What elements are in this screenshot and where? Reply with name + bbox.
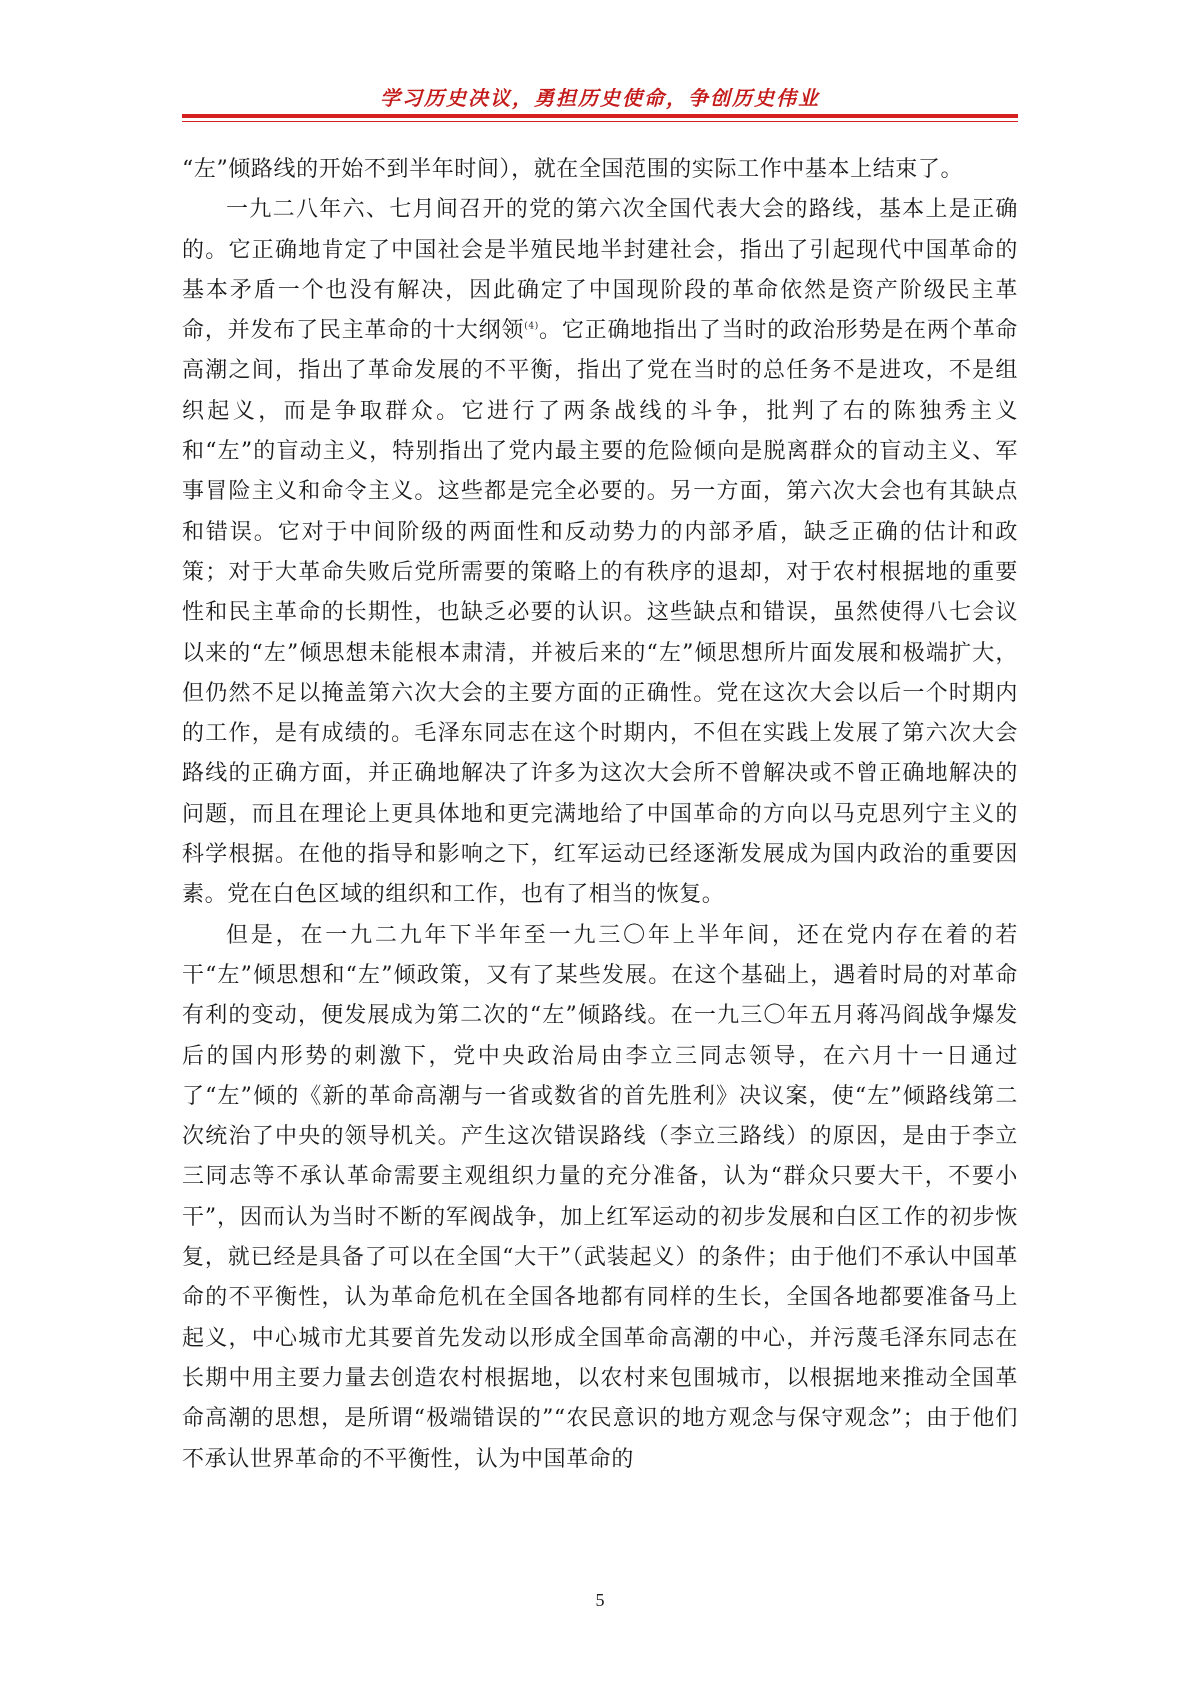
paragraph-2-text-a: 一九二八年六、七月间召开的党的第六次全国代表大会的路线，基本上是正确的。它正确地肯定了中国社会是半殖民地半封建社会，指出了引起现代中国革命的基本矛盾一个也没有解决，因此确定了中国现阶段的革命依然是资产阶级民主革命，并发布了民主革命的十大纲领 — [182, 197, 1018, 344]
page-header-title: 学习历史决议，勇担历史使命，争创历史伟业 — [380, 86, 820, 110]
paragraph-2-text-b: 。它正确地指出了当时的政治形势是在两个革命高潮之间，指出了革命发展的不平衡，指出了党在当时的总任务不是进攻，不是组织起义，而是争取群众。它进行了两条战线的斗争，批判了右的陈独秀主义和“左”的盲动主义，特别指出了党内最主要的危险倾向是脱离群众的盲动主义、军事冒险主义和命令主义。这些都是完全必要的。另一方面，第六次大会也有其缺点和错误。它对于中间阶级的两面性和反动势力的内部矛盾，缺乏正确的估计和政策；对于大革命失败后党所需要的策略上的有秩序的退却，对于农村根据地的重要性和民主革命的长期性，也缺乏必要的认识。这些缺点和错误，虽然使得八七会议以来的“左”倾思想未能根本肃清，并被后来的“左”倾思想所片面发展和极端扩大，但仍然不足以掩盖第六次大会的主要方面的正确性。党在这次大会以后一个时期内的工作，是有成绩的。毛泽东同志在这个时期内，不但在实践上发展了第六次大会路线的正确方面，并正确地解决了许多为这次大会所不曾解决或不曾正确地解决的问题，而且在理论上更具体地和更完满地给了中国革命的方向以马克思列宁主义的科学根据。在他的指导和影响之下，红军运动已经逐渐发展成为国内政治的重要因素。党在白色区域的组织和工作，也有了相当的恢复。 — [182, 318, 1018, 908]
paragraph-2 — [182, 190, 1018, 915]
body-text — [182, 150, 1018, 1480]
paragraph-3: 但是，在一九二九年下半年至一九三〇年上半年间，还在党内存在着的若干“左”倾思想和“左”倾政策，又有了某些发展。在这个基础上，遇着时局的对革命有利的变动，便发展成为第二次的“左”倾路线。在一九三〇年五月蒋冯阎战争爆发后的国内形势的刺激下，党中央政治局由李立三同志领导，在六月十一日通过了“左”倾的《新的革命高潮与一省或数省的首先胜利》决议案，使“左”倾路线第二次统治了中央的领导机关。产生这次错误路线（李立三路线）的原因，是由于李立三同志等不承认革命需要主观组织力量的充分准备，认为“群众只要大干，不要小干”，因而认为当时不断的军阀战争，加上红军运动的初步发展和白区工作的初步恢复，就已经是具备了可以在全国“大干”（武装起义）的条件；由于他们不承认中国革命的不平衡性，认为革命危机在全国各地都有同样的生长，全国各地都要准备马上起义，中心城市尤其要首先发动以形成全国革命高潮的中心，并污蔑毛泽东同志在长期中用主要力量去创造农村根据地，以农村来包围城市，以根据地来推动全国革命高潮的思想，是所谓“极端错误的”“农民意识的地方观念与保守观念”；由于他们不承认世界革命的不平衡性，认为中国革命的 — [182, 922, 1018, 1472]
footnote-reference[interactable]: (4) — [524, 321, 539, 332]
page-number: 5 — [595, 1590, 605, 1610]
header-rule-thin — [182, 121, 1018, 122]
header-rule-thick — [182, 114, 1018, 118]
paragraph-1: “左”倾路线的开始不到半年时间），就在全国范围的实际工作中基本上结束了。 — [182, 157, 964, 182]
